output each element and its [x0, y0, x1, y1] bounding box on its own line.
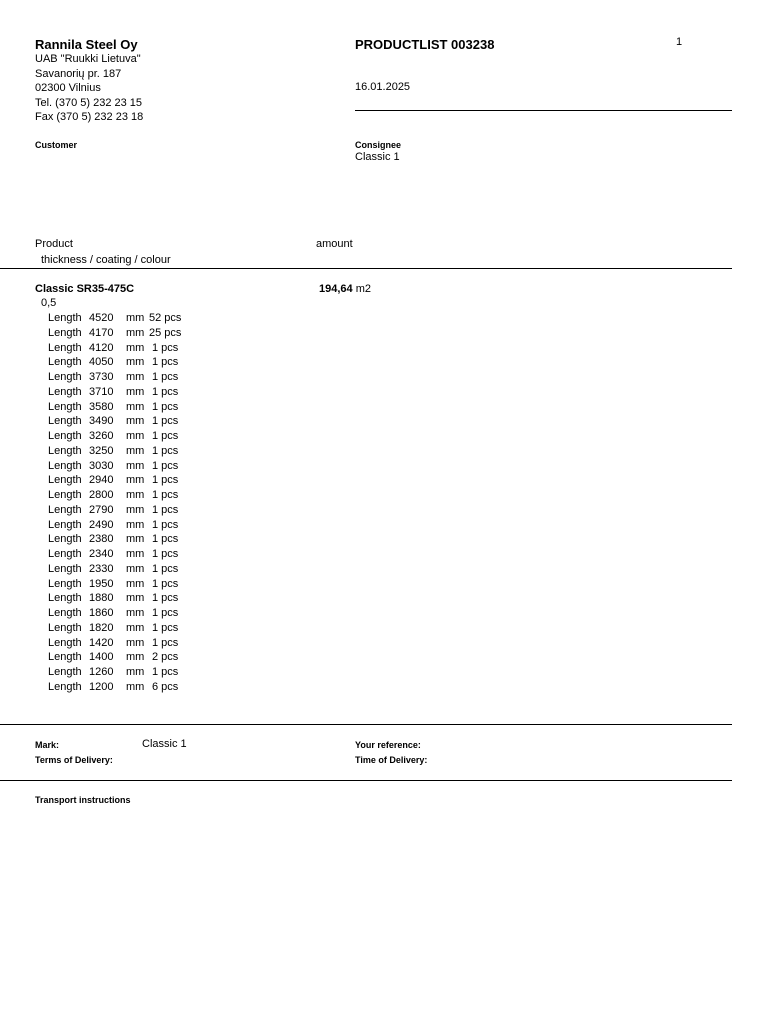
- length-label: Length: [48, 651, 82, 664]
- length-label: Length: [48, 356, 82, 369]
- mark-value: Classic 1: [142, 738, 187, 750]
- length-row: [48, 547, 248, 562]
- length-label: Length: [48, 577, 82, 590]
- length-row: [48, 444, 248, 459]
- length-row: [48, 429, 248, 444]
- consignee-label: Consignee: [355, 140, 402, 150]
- length-row: [48, 473, 248, 488]
- length-label: Length: [48, 474, 82, 487]
- length-quantity: 1 pcs: [152, 533, 179, 546]
- length-quantity: 1 pcs: [152, 666, 179, 678]
- length-label: Length: [48, 636, 82, 649]
- address-line: Tel. (370 5) 232 23 15: [35, 96, 143, 109]
- length-quantity: 1 pcs: [152, 430, 179, 442]
- length-value: 1400: [89, 651, 114, 664]
- length-row: [48, 532, 248, 547]
- length-label: Length: [48, 562, 82, 575]
- length-list: [48, 311, 248, 695]
- length-unit: mm: [126, 326, 145, 339]
- product-amount-value: 194,64: [319, 283, 353, 295]
- length-unit: mm: [126, 341, 145, 354]
- length-row: [48, 577, 248, 592]
- length-row: [48, 341, 248, 356]
- length-unit: mm: [126, 385, 145, 398]
- document-date: 16.01.2025: [355, 81, 411, 93]
- length-row: [48, 636, 248, 651]
- length-label: Length: [48, 400, 82, 413]
- length-quantity: 1 pcs: [152, 459, 179, 472]
- address-line: 02300 Vilnius: [35, 82, 101, 94]
- length-quantity: 1 pcs: [152, 415, 179, 428]
- footer-top-divider: [0, 724, 732, 725]
- length-row: [48, 488, 248, 503]
- length-value: 3580: [89, 400, 114, 413]
- length-row: [48, 385, 248, 400]
- length-row: [48, 459, 248, 474]
- length-unit: mm: [126, 533, 145, 546]
- length-quantity: 1 pcs: [152, 636, 179, 649]
- column-header-product-sub: thickness / coating / colour: [41, 254, 171, 266]
- length-label: Length: [48, 430, 82, 442]
- length-row: [48, 414, 248, 429]
- length-row: [48, 665, 248, 680]
- length-unit: mm: [126, 400, 145, 413]
- product-amount: [319, 283, 371, 295]
- length-value: 3260: [89, 430, 114, 442]
- footer-bottom-divider: [0, 780, 732, 781]
- length-value: 3710: [89, 385, 114, 398]
- length-label: Length: [48, 326, 82, 339]
- length-value: 2800: [89, 489, 114, 501]
- length-value: 1260: [89, 666, 114, 678]
- length-label: Length: [48, 592, 82, 605]
- length-label: Length: [48, 548, 82, 560]
- length-quantity: 1 pcs: [152, 489, 179, 501]
- length-unit: mm: [126, 459, 145, 472]
- company-name: Rannila Steel Oy: [35, 37, 138, 52]
- product-name: Classic SR35-475C: [35, 283, 135, 295]
- length-label: Length: [48, 533, 82, 546]
- length-row: [48, 621, 248, 636]
- length-row: [48, 355, 248, 370]
- header-divider: [355, 110, 732, 111]
- address-line: Savanorių pr. 187: [35, 67, 122, 80]
- length-label: Length: [48, 666, 82, 678]
- length-label: Length: [48, 518, 82, 531]
- length-value: 2330: [89, 562, 114, 575]
- length-row: [48, 562, 248, 577]
- length-label: Length: [48, 312, 82, 324]
- length-label: Length: [48, 459, 82, 472]
- length-label: Length: [48, 385, 82, 398]
- length-value: 4120: [89, 341, 114, 354]
- length-unit: mm: [126, 503, 145, 516]
- length-row: [48, 326, 248, 341]
- length-value: 3030: [89, 459, 114, 472]
- length-value: 1860: [89, 607, 114, 619]
- length-quantity: 52 pcs: [149, 312, 182, 324]
- length-quantity: 1 pcs: [152, 400, 179, 413]
- length-row: [48, 400, 248, 415]
- customer-label: Customer: [35, 140, 78, 150]
- length-unit: mm: [126, 621, 145, 634]
- length-row: [48, 680, 248, 695]
- length-unit: mm: [126, 371, 145, 383]
- length-value: 3250: [89, 444, 114, 457]
- length-quantity: 1 pcs: [152, 474, 179, 487]
- length-value: 1200: [89, 680, 114, 693]
- length-unit: mm: [126, 680, 145, 693]
- length-unit: mm: [126, 356, 145, 369]
- length-label: Length: [48, 621, 82, 634]
- length-row: [48, 650, 248, 665]
- length-row: [48, 370, 248, 385]
- length-label: Length: [48, 341, 82, 354]
- length-value: 2380: [89, 533, 114, 546]
- length-value: 1880: [89, 592, 114, 605]
- length-unit: mm: [126, 666, 145, 678]
- length-unit: mm: [126, 592, 145, 605]
- address-line: UAB "Ruukki Lietuva": [35, 53, 141, 65]
- length-row: [48, 311, 248, 326]
- length-value: 3730: [89, 371, 114, 383]
- consignee-value: Classic 1: [355, 151, 400, 163]
- length-label: Length: [48, 680, 82, 693]
- length-value: 4050: [89, 356, 114, 369]
- length-label: Length: [48, 444, 82, 457]
- length-value: 2340: [89, 548, 114, 560]
- length-value: 4170: [89, 326, 114, 339]
- length-unit: mm: [126, 548, 145, 560]
- column-header-amount: amount: [316, 238, 353, 250]
- length-quantity: 1 pcs: [152, 592, 179, 605]
- document-title: PRODUCTLIST 003238: [355, 37, 495, 52]
- length-quantity: 1 pcs: [152, 341, 179, 354]
- length-unit: mm: [126, 562, 145, 575]
- length-label: Length: [48, 371, 82, 383]
- length-quantity: 1 pcs: [152, 548, 179, 560]
- length-value: 1950: [89, 577, 114, 590]
- length-quantity: 1 pcs: [152, 444, 179, 457]
- length-unit: mm: [126, 489, 145, 501]
- length-unit: mm: [126, 651, 145, 664]
- length-value: 2790: [89, 503, 114, 516]
- length-quantity: 1 pcs: [152, 356, 179, 369]
- page-number: 1: [676, 36, 683, 48]
- length-unit: mm: [126, 607, 145, 619]
- length-value: 2490: [89, 518, 114, 531]
- length-label: Length: [48, 503, 82, 516]
- transport-instructions-label: Transport instructions: [35, 795, 131, 805]
- length-unit: mm: [126, 415, 145, 428]
- length-unit: mm: [126, 312, 145, 324]
- length-unit: mm: [126, 430, 145, 442]
- your-reference-label: Your reference:: [355, 740, 421, 750]
- length-value: 2940: [89, 474, 114, 487]
- length-value: 4520: [89, 312, 114, 324]
- length-label: Length: [48, 415, 82, 428]
- address-line: Fax (370 5) 232 23 18: [35, 111, 144, 123]
- length-row: [48, 518, 248, 533]
- length-value: 3490: [89, 415, 114, 428]
- product-thickness: 0,5: [41, 297, 57, 309]
- length-unit: mm: [126, 474, 145, 487]
- table-header-divider: [0, 268, 732, 269]
- length-quantity: 1 pcs: [152, 562, 179, 575]
- length-label: Length: [48, 607, 82, 619]
- length-unit: mm: [126, 636, 145, 649]
- length-row: [48, 591, 248, 606]
- length-quantity: 1 pcs: [152, 503, 179, 516]
- length-quantity: 25 pcs: [149, 326, 182, 339]
- length-row: [48, 606, 248, 621]
- length-row: [48, 503, 248, 518]
- length-unit: mm: [126, 444, 145, 457]
- terms-of-delivery-label: Terms of Delivery:: [35, 755, 113, 765]
- length-quantity: 1 pcs: [152, 371, 179, 383]
- length-quantity: 1 pcs: [152, 621, 179, 634]
- time-of-delivery-label: Time of Delivery:: [355, 755, 428, 765]
- length-value: 1420: [89, 636, 114, 649]
- length-quantity: 1 pcs: [152, 577, 179, 590]
- length-label: Length: [48, 489, 82, 501]
- length-quantity: 2 pcs: [152, 651, 179, 664]
- length-value: 1820: [89, 621, 114, 634]
- sender-address: [35, 52, 143, 125]
- mark-label: Mark:: [35, 740, 60, 750]
- length-quantity: 1 pcs: [152, 607, 179, 619]
- length-quantity: 6 pcs: [152, 680, 179, 693]
- length-quantity: 1 pcs: [152, 518, 179, 531]
- length-unit: mm: [126, 577, 145, 590]
- length-quantity: 1 pcs: [152, 385, 179, 398]
- column-header-product: Product: [35, 238, 73, 250]
- product-amount-unit: m2: [355, 283, 371, 295]
- length-unit: mm: [126, 518, 145, 531]
